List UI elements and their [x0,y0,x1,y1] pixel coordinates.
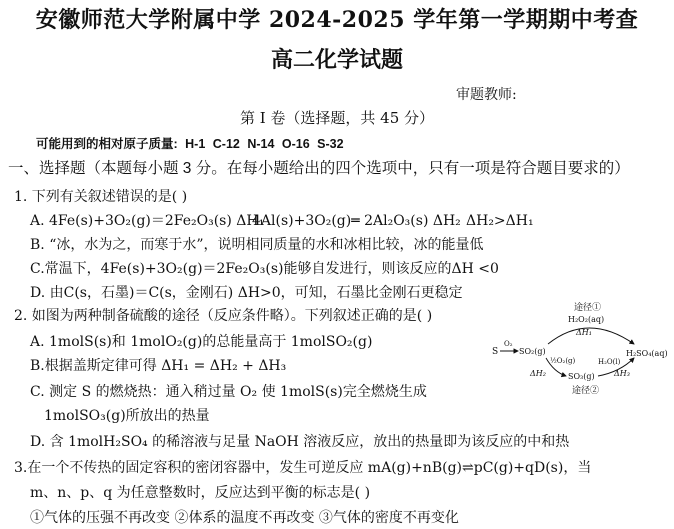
so2-label: SO₂(g) [519,347,546,356]
q1-option-a-eq1: A. 4Fe(s)+3O₂(g)＝2Fe₂O₃(s) ΔH₁ [30,213,265,229]
so3-label: SO₃(g) [568,372,595,381]
q2-option-c-line1: C. 测定 S 的燃烧热：通入稍过量 O₂ 使 1molS(s)完全燃烧生成 [30,384,427,400]
q1-option-c: C.常温下，4Fe(s)+3O₂(g)＝2Fe₂O₃(s)能够自发进行，则该反应的ΔH <0 [30,261,499,277]
q3-options: ①气体的压强不再改变 ②体系的温度不再改变 ③气体的密度不再变化 [30,510,459,526]
q3-stem-line1: 3.在一个不传热的固定容积的密闭容器中，发生可逆反应 mA(g)+nB(g)⇌pC(g)+qD(s)，当 [14,460,592,476]
q1-option-a-eq2: 4Al(s)+3O₂(g)═ 2Al₂O₃(s) ΔH₂ [252,213,461,229]
sulfuric-acid-pathway-diagram [488,296,670,400]
q2-option-a: A. 1molS(s)和 1molO₂(g)的总能量高于 1molSO₂(g) [30,334,373,350]
q2-option-d: D. 含 1molH₂SO₄ 的稀溶液与足量 NaOH 溶液反应，放出的热量即为该反应的中和热 [30,434,570,450]
half-o2-label: ½O₂(g) [550,357,576,365]
volume-heading: 第 I 卷（选择题，共 45 分） [239,109,435,127]
h2o-label: H₂O(l) [598,358,621,366]
q2-stem: 2. 如图为两种制备硫酸的途径（反应条件略）。下列叙述正确的是( ) [14,308,433,324]
route2-label: 途径② [572,386,600,396]
h2so4-label: H₂SO₄(aq) [626,349,668,358]
exam-subtitle: 高二化学试题 [270,47,403,73]
atomic-masses: 可能用到的相对原子质量: H-1 C-12 N-14 O-16 S-32 [36,137,344,151]
section-heading: 一、选择题（本题每小题 3 分。在每小题给出的四个选项中，只有一项是符合题目要求的） [8,160,630,177]
sulfur-label: S [492,347,499,357]
route1-dh1: ΔH₁ [576,328,592,337]
route1-label: 途径① [574,303,602,313]
q3-stem-line2: m、n、p、q 为任意整数时，反应达到平衡的标志是( ) [30,485,371,501]
q2-option-c-line2: 1molSO₃(g)所放出的热量 [44,408,210,424]
q1-stem: 1. 下列有关叙述错误的是( ) [14,189,188,205]
q2-option-b: B.根据盖斯定律可得 ΔH₁ = ΔH₂ + ΔH₃ [30,358,287,374]
q1-option-d: D. 由C(s，石墨)＝C(s，金刚石) ΔH>0，可知，石墨比金刚石更稳定 [30,285,463,301]
o2-label: O₂ [504,340,513,348]
route1-reagent: H₂O₂(aq) [568,315,605,324]
route2-dh3: ΔH₃ [614,369,630,378]
reviewer-label: 审题教师: [456,87,517,103]
route2-dh2: ΔH₂ [530,369,546,378]
exam-title: 安徽师范大学附属中学 2024-2025 学年第一学期期中考查 [35,7,639,33]
q1-option-b: B. “冰，水为之，而寒于水”，说明相同质量的水和冰相比较，冰的能量低 [30,237,484,253]
q1-option-a-compare: ΔH₂>ΔH₁ [466,213,534,229]
